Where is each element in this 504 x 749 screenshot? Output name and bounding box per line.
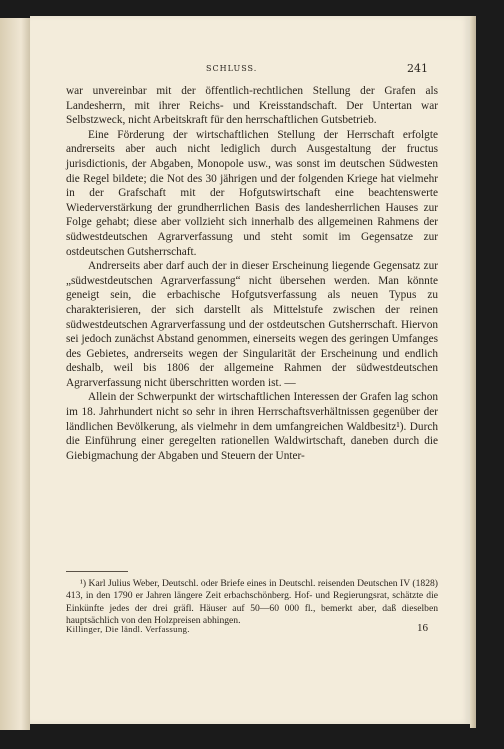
footnote: ¹) Karl Julius Weber, Deutschl. oder Briefe eines in Deutschl. reisenden Deutschen IV (1828) 413, in den 1790 er Jahren längere Zeit erbachschönberg. Hof- und Regierungsrat, schätzte die Einkünfte jedes der drei gräfl. Häuser auf 50—60 000 fl., bemerkt aber, daß dieselben hauptsächlich von den Holzpreisen abhingen.	[66, 578, 438, 627]
paragraph-2: Eine Förderung der wirtschaftlichen Stellung der Herrschaft erfolgte andrerseits aber auch nicht lediglich durch Ausgestaltung der fructus jurisdictionis, der Abgaben, Monopole usw., was sonst im deutschen Südwesten die Regel bildete; die Not des 30 jährigen und der folgenden Kriege hat vielmehr in der Grafschaft mit der Hofgutswirtschaft eine beachtenswerte Wiederverstärkung der grundherrlichen Basis des landesherrlichen Hauses zur Folge gehabt; diese aber vollzieht sich innerhalb des allgemeinen Rahmens der südwestdeutschen Agrarverfassung und steht somit im Gegensatze zur ostdeutschen Gutsherrschaft.	[66, 128, 438, 258]
main-text	[66, 84, 438, 463]
page-number: 241	[407, 62, 428, 75]
paragraph-4: Allein der Schwerpunkt der wirtschaftlichen Interessen der Grafen lag schon im 18. Jahrhundert nicht so sehr in ihren Herrschaftsverhältnissen gegenüber der ländlichen Bevölkerung, als vielmehr in dem umfangreichen Waldbesitz¹). Durch die Einführung einer geregelten rationellen Waldwirtschaft, daneben durch die Giebigmachung der Abgaben und Steuern der Unter-	[66, 391, 438, 462]
paragraph-1: war unvereinbar mit der öffentlich-rechtlichen Stellung der Grafen als Landesherrn, mit ihrer Reichs- und Kreisstandschaft. Der Untertan war Selbstzweck, nicht Arbeitskraft für den herrschaftlichen Gutsbetrieb.	[66, 85, 438, 127]
facing-page-edge	[0, 18, 30, 730]
signature-number: 16	[417, 622, 428, 634]
page-header	[36, 62, 428, 76]
printer-signature: Killinger, Die ländl. Verfassung.	[66, 624, 190, 634]
running-head: SCHLUSS.	[206, 64, 258, 73]
paragraph-3: Andrerseits aber darf auch der in dieser Erscheinung liegende Gegensatz zur „südwestdeutschen Agrarverfassung“ nicht übersehen werden. Man könnte geneigt sein, die erbachische Hofgutsverfassung als neuen Typus zu charakterisieren, der sich darstellt als Mittelstufe zwischen der reinen südwestdeutschen Agrarverfassung und der ostdeutschen Gutsherrschaft. Hiervon sei jedoch zunächst Abstand genommen, einerseits wegen des geringen Umfanges des Gebietes, andrerseits wegen der Singularität der Erscheinung und endlich deshalb, weil bis 1806 der allgemeine Rahmen der südwestdeutschen Agrarverfassung nicht überschritten worden ist. —	[66, 260, 438, 389]
page-footer	[66, 622, 438, 636]
footnote-divider	[66, 571, 128, 572]
page-edge-shadow	[470, 16, 476, 728]
